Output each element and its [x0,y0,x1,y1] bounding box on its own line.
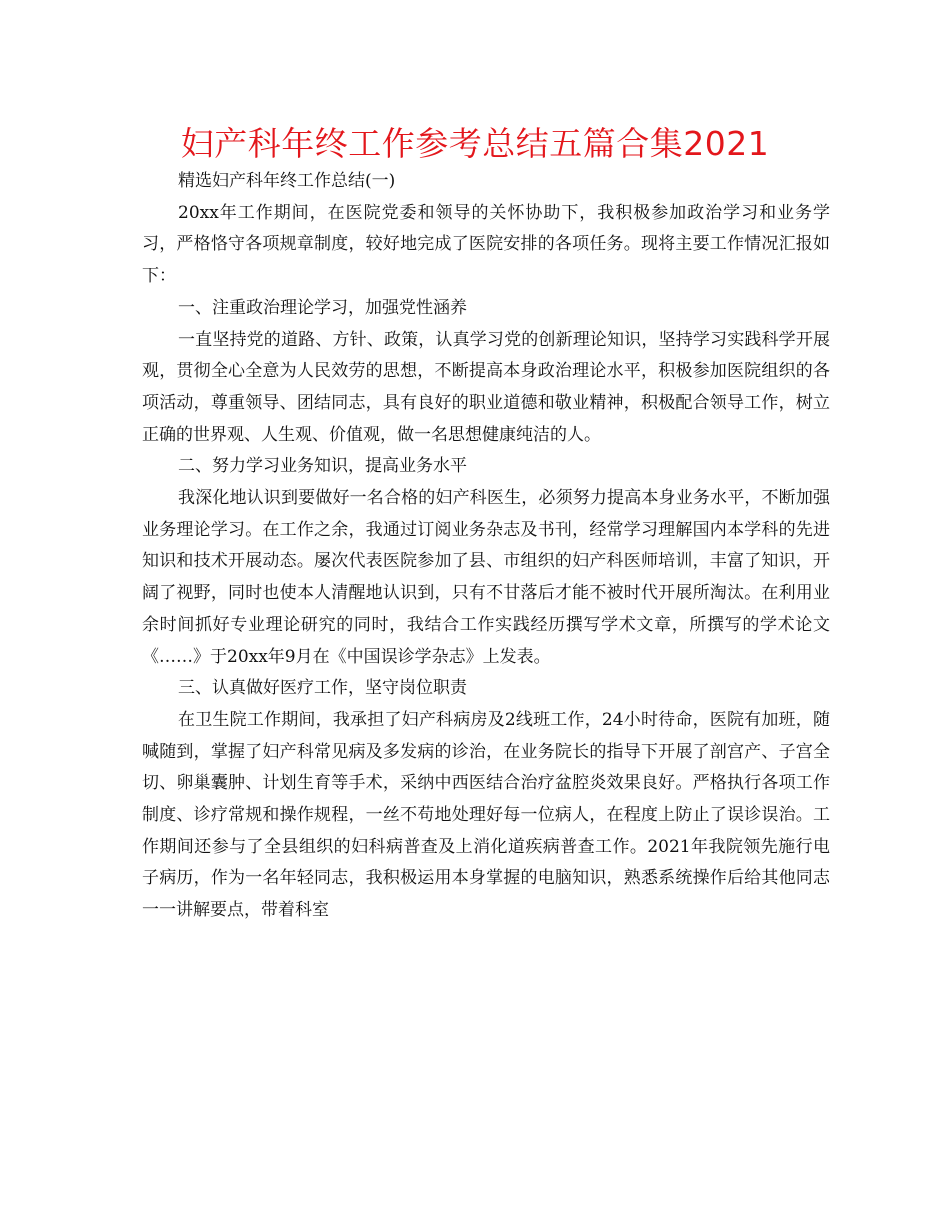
paragraph-section-3: 在卫生院工作期间，我承担了妇产科病房及2线班工作，24小时待命，医院有加班，随喊随到，掌握了妇产科常见病及多发病的诊治，在业务院长的指导下开展了剖宫产、子宫全切、卵巢囊肿、计划生育等手术，采纳中西医结合治疗盆腔炎效果良好。严格执行各项工作制度、诊疗常规和操作规程，一丝不苟地处理好每一位病人，在程度上防止了误诊误治。工作期间还参与了全县组织的妇科病普查及上消化道疾病普查工作。2021年我院领先施行电子病历，作为一名年轻同志，我积极运用本身掌握的电脑知识，熟悉系统操作后给其他同志一一讲解要点，带着科室 [142,709,830,921]
paragraph-subtitle: 精选妇产科年终工作总结(一) [178,171,396,191]
paragraph-section-2: 我深化地认识到要做好一名合格的妇产科医生，必须努力提高本身业务水平，不断加强业务理论学习。在工作之余，我通过订阅业务杂志及书刊，经常学习理解国内本学科的先进知识和技术开展动态。屡次代表医院参加了县、市组织的妇产科医师培训，丰富了知识，开阔了视野，同时也使本人清醒地认识到，只有不甘落后才能不被时代开展所淘汰。在利用业余时间抓好专业理论研究的同时，我结合工作实践经历撰写学术文章，所撰写的学术论文《……》于20xx年9月在《中国误诊学杂志》上发表。 [142,488,830,667]
document-body [142,166,830,927]
section-heading-2: 二、努力学习业务知识，提高业务水平 [178,456,467,477]
paragraph-section-1: 一直坚持党的道路、方针、政策，认真学习党的创新理论知识，坚持学习实践科学开展观，贯彻全心全意为人民效劳的思想，不断提高本身政治理论水平，积极参加医院组织的各项活动，尊重领导、团结同志，具有良好的职业道德和敬业精神，积极配合领导工作，树立正确的世界观、人生观、价值观，做一名思想健康纯洁的人。 [142,329,830,445]
document-title: 妇产科年终工作参考总结五篇合集2021 [180,124,770,163]
section-heading-3: 三、认真做好医疗工作，坚守岗位职责 [178,678,467,699]
section-heading-1: 一、注重政治理论学习，加强党性涵养 [178,297,467,318]
paragraph-intro: 20xx年工作期间，在医院党委和领导的关怀协助下，我积极参加政治学习和业务学习，严格恪守各项规章制度，较好地完成了医院安排的各项任务。现将主要工作情况汇报如下： [142,202,830,287]
